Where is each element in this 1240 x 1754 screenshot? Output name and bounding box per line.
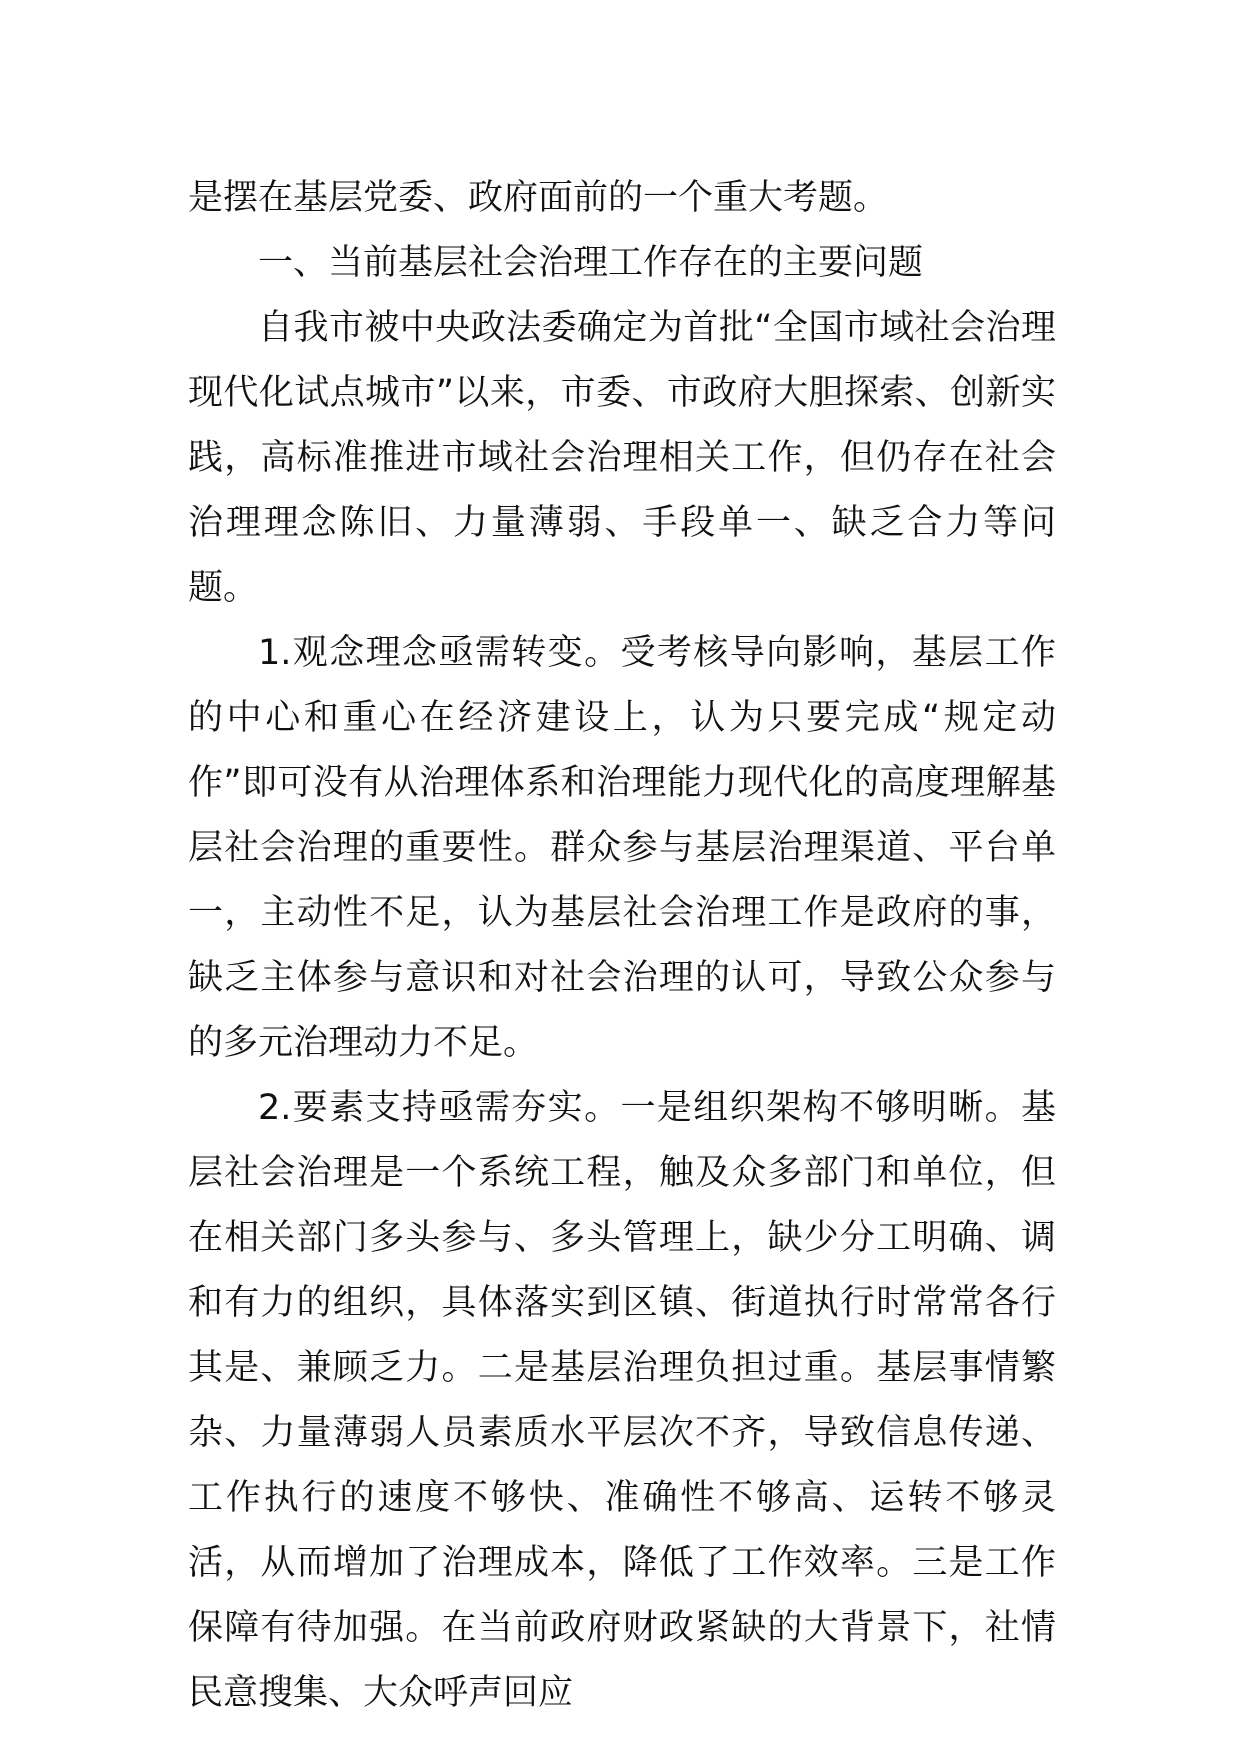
section-heading: 一、当前基层社会治理工作存在的主要问题	[258, 243, 924, 283]
paragraph-point-2: 2.要素支持亟需夯实。一是组织架构不够明晰。基层社会治理是一个系统工程，触及众多部门和单位，但在相关部门多头参与、多头管理上，缺少分工明确、调和有力的组织，具体落实到区镇、街道执行时常常各行其是、兼顾乏力。二是基层治理负担过重。基层事情繁杂、力量薄弱人员素质水平层次不齐，导致信息传递、工作执行的速度不够快、准确性不够高、运转不够灵活，从而增加了治理成本，降低了工作效率。三是工作保障有待加强。在当前政府财政紧缺的大背景下，社情民意搜集、大众呼声回应	[188, 1088, 1056, 1713]
paragraph-point-1: 1.观念理念亟需转变。受考核导向影响，基层工作的中心和重心在经济建设上，认为只要完成“规定动作”即可没有从治理体系和治理能力现代化的高度理解基层社会治理的重要性。群众参与基层治理渠道、平台单一，主动性不足，认为基层社会治理工作是政府的事，缺乏主体参与意识和对社会治理的认可，导致公众参与的多元治理动力不足。	[188, 633, 1056, 1063]
paragraph-continuation: 是摆在基层党委、政府面前的一个重大考题。	[188, 178, 889, 218]
document-body	[188, 166, 1056, 1726]
paragraph-intro: 自我市被中央政法委确定为首批“全国市域社会治理现代化试点城市”以来，市委、市政府大胆探索、创新实践，高标准推进市域社会治理相关工作，但仍存在社会治理理念陈旧、力量薄弱、手段单一、缺乏合力等问题。	[188, 308, 1056, 608]
